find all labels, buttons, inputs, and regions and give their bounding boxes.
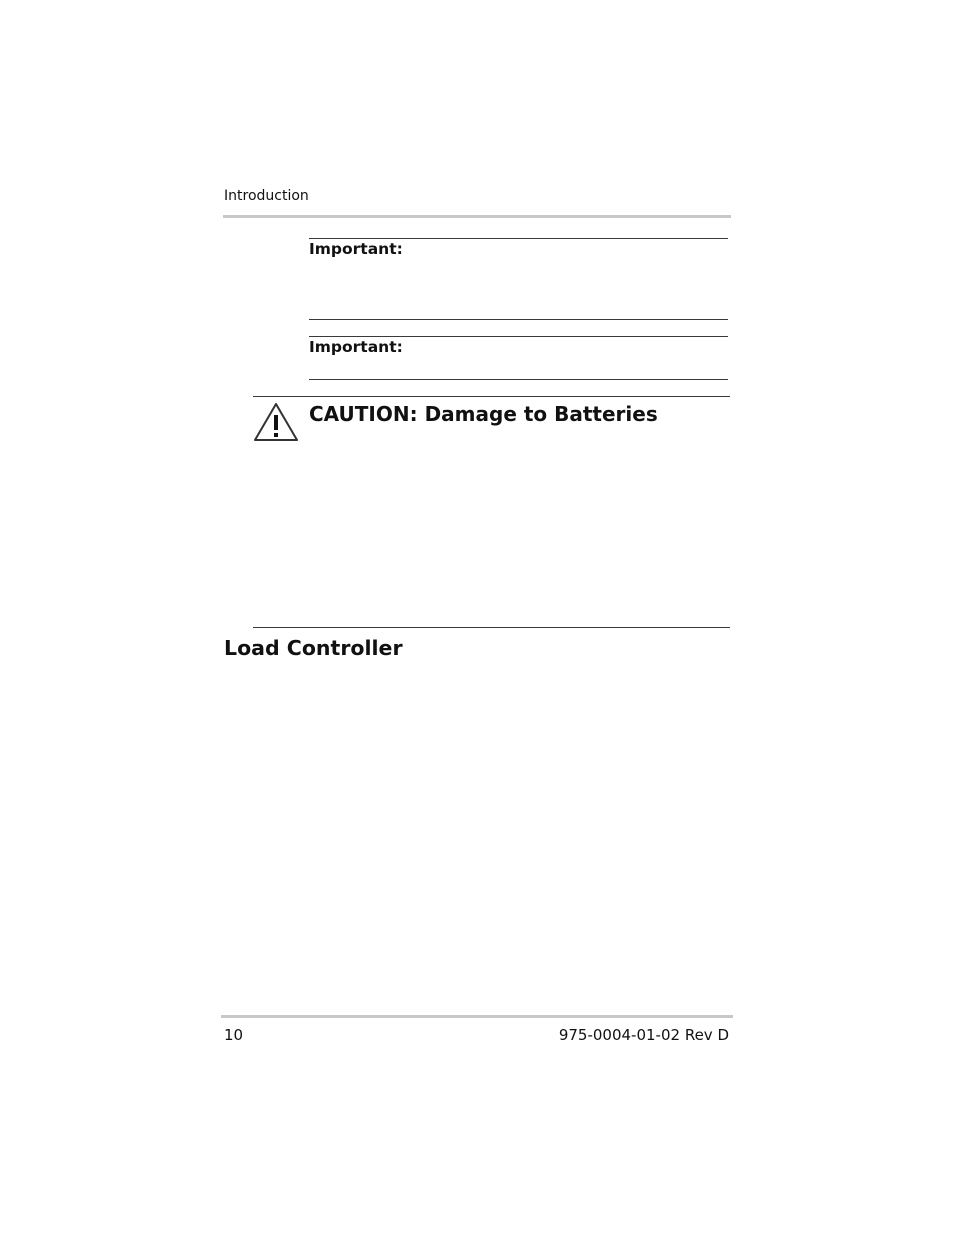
running-header: Introduction: [224, 188, 309, 204]
section-title: Load Controller: [224, 636, 403, 660]
footer-rule: [221, 1015, 733, 1018]
document-number: 975-0004-01-02 Rev D: [558, 1026, 729, 1044]
warning-triangle-icon: [253, 402, 299, 442]
note-1-bottom-rule: [309, 319, 728, 320]
note-2-bottom-rule: [309, 379, 728, 380]
note-1-top-rule: [309, 238, 728, 239]
page-number: 10: [224, 1026, 244, 1044]
header-rule: [223, 215, 731, 218]
caution-bottom-rule: [253, 627, 730, 628]
caution-top-rule: [253, 396, 730, 397]
caution-title: CAUTION: Damage to Batteries: [309, 402, 658, 426]
note-2-top-rule: [309, 336, 728, 337]
note-2-label: Important:: [309, 338, 403, 356]
note-1-label: Important:: [309, 240, 403, 258]
